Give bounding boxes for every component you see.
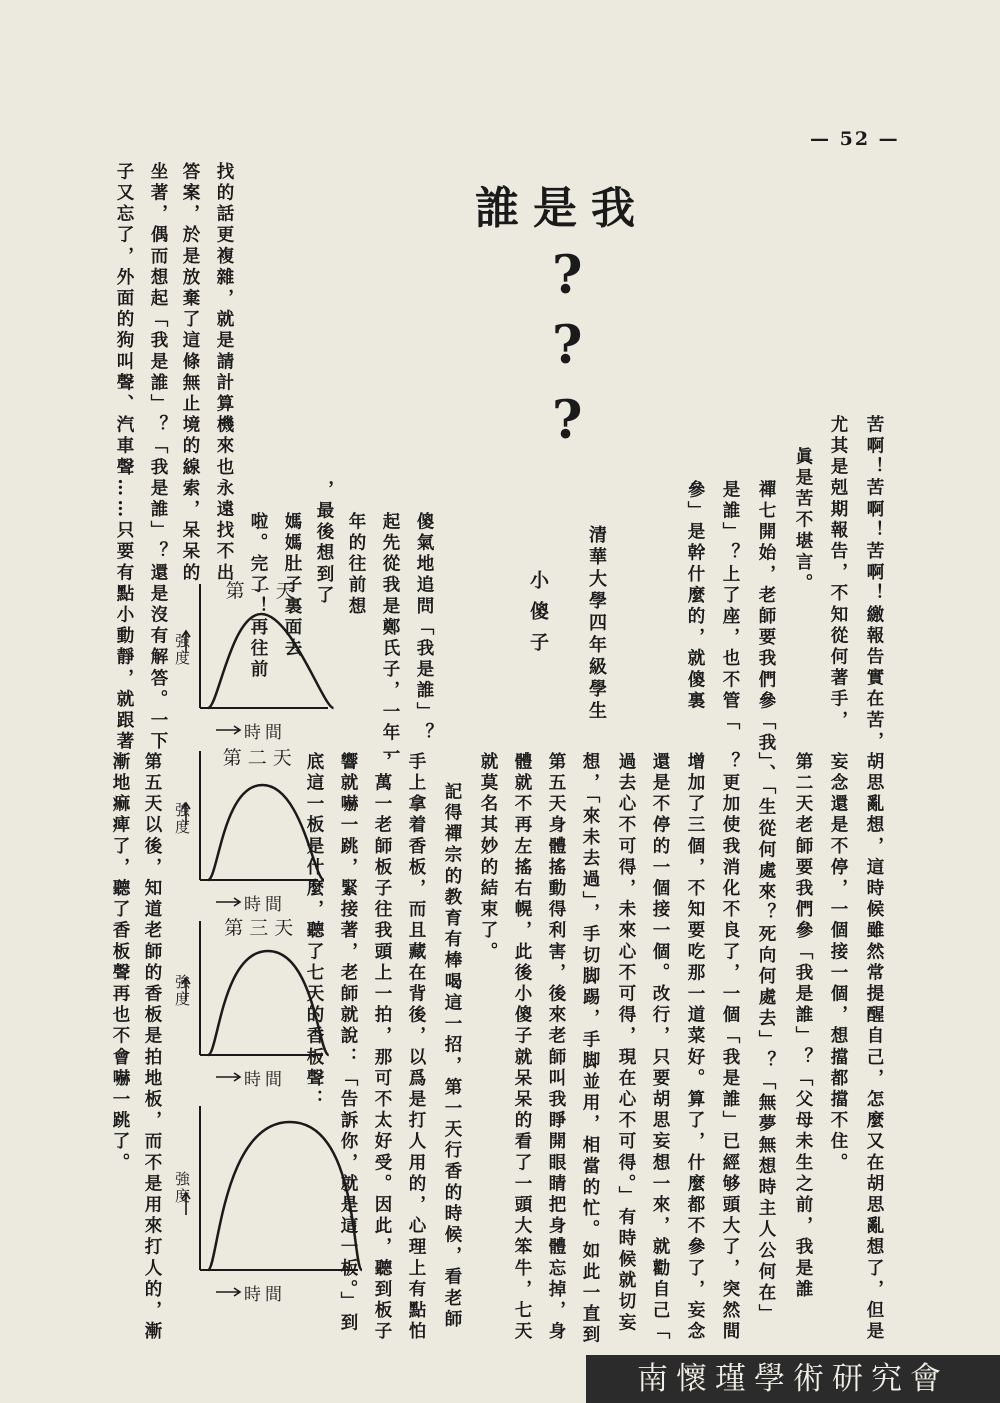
- intensity-chart: [173, 1100, 378, 1314]
- intensity-curve: [208, 785, 324, 880]
- upper-right-columns-column: 眞是苦不堪言。: [793, 447, 813, 595]
- chart-ylabel: 強度: [173, 1171, 191, 1206]
- lower-right-columns-column: 增加了三個，不知要吃那一道菜好。算了，什麼都不參了，妄念: [685, 752, 705, 1343]
- x-arrow-icon: [216, 1073, 240, 1081]
- chart-xlabel: 時間: [244, 1285, 286, 1305]
- upper-left-columns-column: 啦。完了！再往前: [248, 512, 268, 681]
- upper-left-columns-column: 年的往前想: [346, 512, 366, 618]
- lower-left-columns-column: 漸地痲痺了，聽了香板聲再也不會嚇一跳了。: [110, 752, 130, 1174]
- x-arrow-icon: [216, 898, 240, 906]
- question-mark-2: ?: [552, 315, 583, 376]
- footer-banner: 南懷瑾學術研究會: [586, 1355, 1000, 1403]
- lower-right-columns-column: 想，「來未去過」，手切脚踢，手脚並用，相當的忙。如此一直到: [580, 752, 600, 1347]
- intensity-chart: [173, 745, 338, 924]
- chart-title: 第三天: [224, 917, 300, 939]
- intensity-curve: [208, 614, 334, 708]
- lower-right-columns-column: 胡思亂想，這時候雖然常提醒自己，怎麼又在胡思亂想了，但是: [864, 752, 884, 1343]
- upper-left-columns-column: 傻氣地追問「我是誰」？: [414, 512, 434, 745]
- byline-school: 清華大學四年級學生: [586, 525, 607, 723]
- article-title: 誰是我: [475, 183, 649, 234]
- upper-right-columns-column: 是誰」？上了座，也不管「: [720, 480, 740, 734]
- lower-right-columns-column: 第二天老師要我們參「我是誰」？「父母未生之前，我是誰: [793, 752, 813, 1301]
- byline-author: 小傻子: [527, 570, 549, 663]
- page-number: — 52 —: [810, 128, 900, 150]
- lower-right-columns-column: 妄念還是不停，一個接一個，想擋都擋不住。: [828, 752, 848, 1174]
- lower-right-columns-column: 還是不停的一個接一個。改行，只要胡思妄想一來，就勸自己「: [650, 752, 670, 1343]
- lower-right-columns-column: 體就不再左搖右幌，此後小傻子就呆呆的看了一頭大笨牛，七天: [512, 752, 532, 1343]
- chart-title: 第二天: [222, 747, 298, 769]
- lower-right-columns-column: 第五天身體搖動得利害，後來老師叫我睜開眼睛把身體忘掉，身: [546, 752, 566, 1343]
- upper-right-columns-column: 尤其是剋期報告，不知從何著手，: [828, 415, 848, 732]
- intensity-curve: [208, 951, 329, 1055]
- lower-right-columns-column: 響就嚇一跳，緊接著，老師就說：「告訴你，就是這一板。」到: [338, 752, 358, 1335]
- chart-xlabel: 時間: [244, 1070, 286, 1090]
- intensity-chart: [173, 578, 348, 752]
- chart-xlabel: 時間: [244, 723, 286, 743]
- lower-right-columns-column: 」、「生從何處來？死向何處去」？「無夢無想時主人公何在」: [756, 752, 776, 1326]
- upper-right-columns-column: 禪七開始，老師要我們參「我: [756, 480, 776, 755]
- upper-left-columns-column: 起先從我是鄭氏子，一年一: [380, 512, 400, 766]
- lower-right-columns-column: 手上拿着香板，而且藏在背後，以爲是打人用的，心理上有點怕: [406, 752, 426, 1343]
- upper-left-columns-column: 子又忘了，外面的狗叫聲、汽車聲……只要有點小動靜，就跟著: [114, 162, 134, 753]
- question-mark-1: ?: [552, 245, 583, 306]
- x-arrow-icon: [216, 726, 240, 734]
- intensity-chart: [173, 915, 343, 1099]
- lower-right-columns-column: ，萬一老師板子往我頭上一拍，那可不太好受。因此，聽到板子: [372, 752, 392, 1343]
- question-mark-3: ?: [552, 390, 583, 451]
- chart-ylabel: 強度: [173, 801, 191, 836]
- chart-svg: [178, 1100, 378, 1310]
- upper-left-columns-column: ，最後想到了: [314, 480, 334, 607]
- lower-right-columns-column: 就莫名其妙的結束了。: [478, 752, 498, 963]
- upper-right-columns-column: 苦啊！苦啊！苦啊！繳報告實在苦，: [864, 415, 884, 753]
- upper-right-columns-column: 參」是幹什麼的，就傻裏: [685, 480, 705, 713]
- upper-left-columns-column: 找的話更複雜，就是請計算機來也永遠找不出: [214, 162, 234, 584]
- intensity-curve: [208, 1122, 362, 1270]
- upper-left-columns-column: 坐著，偶而想起「我是誰」？「我是誰」？還是沒有解答。一下: [148, 162, 168, 753]
- lower-right-columns-column: 過去心不可得，未來心不可得，現在心不可得。」有時候就切妄: [616, 752, 636, 1335]
- chart-ylabel: 強度: [173, 973, 191, 1008]
- lower-right-columns-column: 記得禪宗的教育有棒喝這一招，第一天行香的時候，看老師: [442, 782, 462, 1331]
- upper-left-columns-column: 答案，於是放棄了這條無止境的線索，呆呆的: [180, 162, 200, 584]
- lower-left-columns-column: 第五天以後，知道老師的香板是拍地板，而不是用來打人的，漸: [142, 752, 162, 1343]
- chart-title: 第一天: [225, 580, 301, 602]
- lower-right-columns-column: 底這一板是什麼，聽了七天的香板聲：: [304, 752, 324, 1111]
- x-arrow-icon: [216, 1288, 240, 1296]
- lower-right-columns-column: ？更加使我消化不良了，一個「我是誰」已經够頭大了，突然間: [720, 752, 740, 1343]
- upper-left-columns-column: 媽媽肚子裏面去: [282, 512, 302, 660]
- chart-ylabel: 強度: [173, 632, 191, 667]
- chart-xlabel: 時間: [244, 895, 286, 915]
